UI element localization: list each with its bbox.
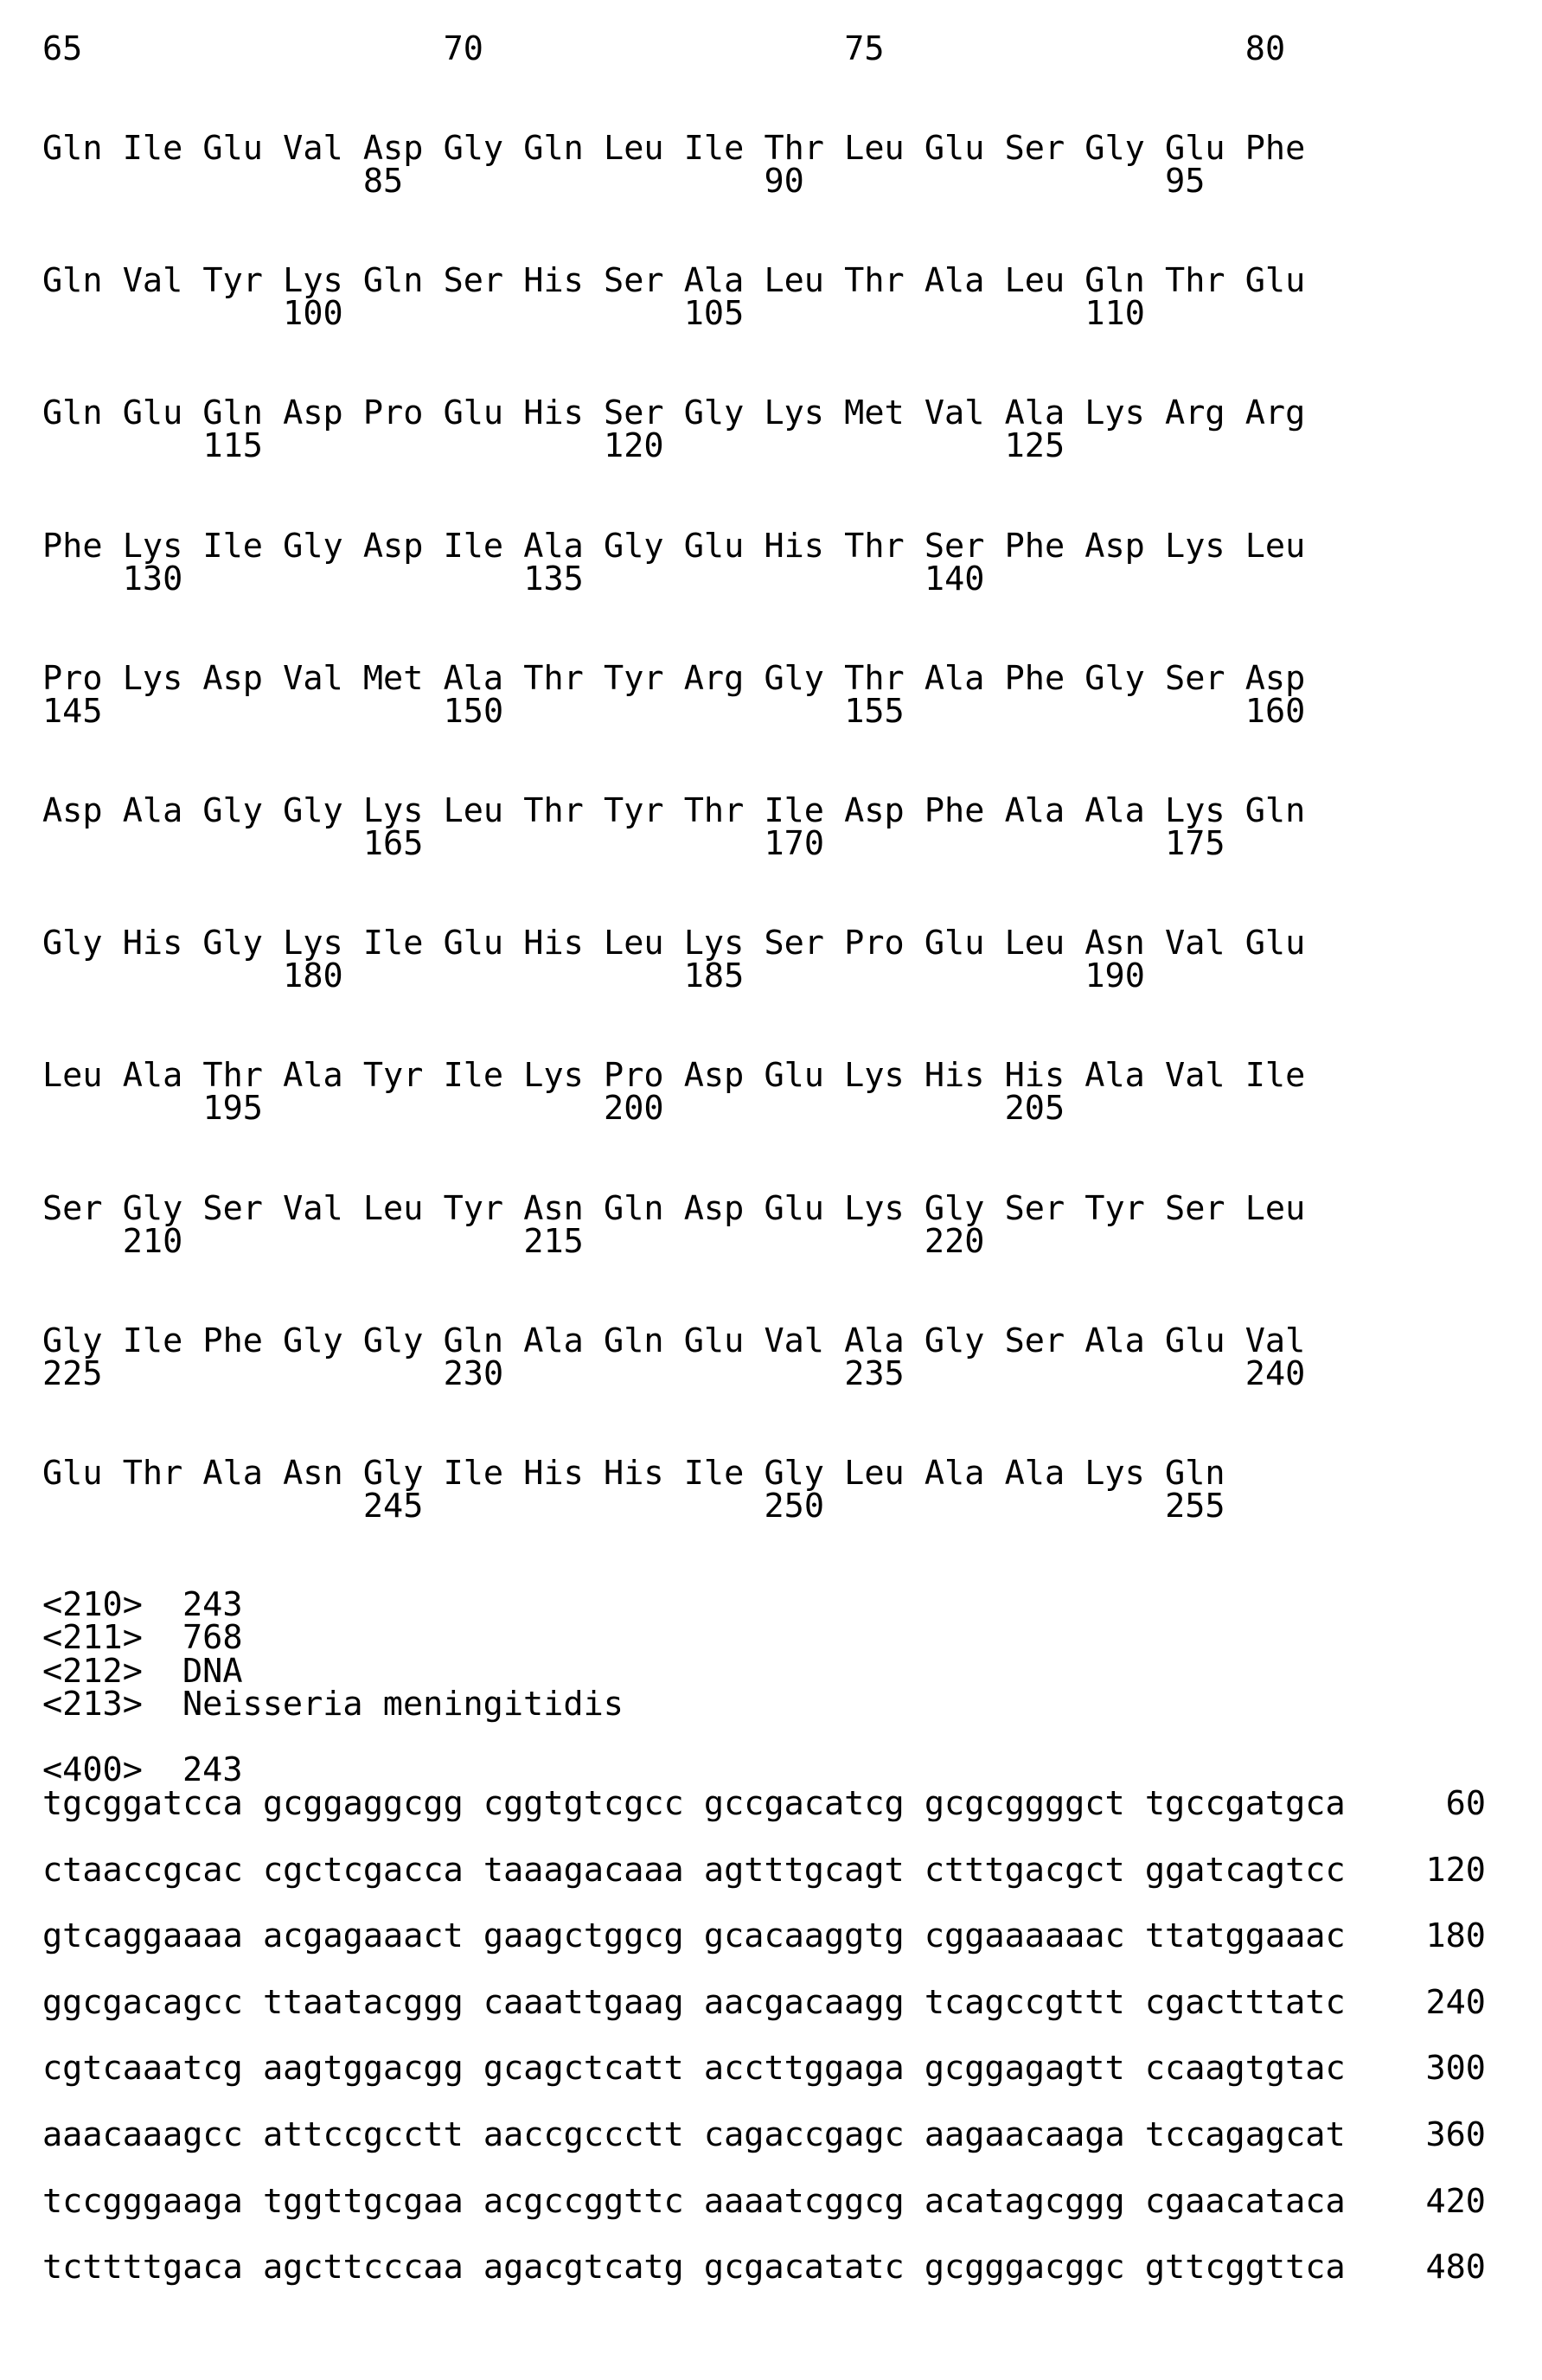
residue-row: Gly Ile Phe Gly Gly Gln Ala Gln Glu Val Ala Gly Ser Ala Glu Val <box>42 1322 1305 1360</box>
position-number: 70 <box>444 30 483 68</box>
meta-value: DNA <box>182 1653 243 1691</box>
position-number: 140 <box>925 560 985 598</box>
meta-value: 768 <box>182 1619 243 1657</box>
dna-count: 420 <box>1425 2183 1486 2221</box>
meta-tag: <211> <box>42 1619 143 1657</box>
position-number: 230 <box>444 1355 504 1393</box>
sequence-tag: <400> <box>42 1751 143 1789</box>
sequence-id: 243 <box>182 1751 243 1789</box>
position-number: 80 <box>1245 30 1285 68</box>
dna-row: aaacaaagcc attccgcctt aaccgccctt cagaccgagc aagaacaaga tccagagcat <box>42 2116 1346 2154</box>
position-number: 185 <box>684 957 745 995</box>
residue-row: Glu Thr Ala Asn Gly Ile His His Ile Gly Leu Ala Ala Lys Gln <box>42 1455 1225 1493</box>
position-number: 125 <box>1005 427 1065 465</box>
position-number: 255 <box>1165 1488 1225 1526</box>
position-number: 155 <box>844 693 905 731</box>
position-number: 200 <box>604 1090 664 1128</box>
meta-tag: <212> <box>42 1653 143 1691</box>
position-number: 180 <box>283 957 343 995</box>
dna-row: tccgggaaga tggttgcgaa acgccggttc aaaatcggcg acatagcggg cgaacataca <box>42 2183 1346 2221</box>
dna-row: ggcgacagcc ttaatacggg caaattgaag aacgacaagg tcagccgttt cgactttatc <box>42 1984 1346 2022</box>
position-number: 75 <box>844 30 884 68</box>
position-number: 215 <box>523 1223 584 1261</box>
residue-row: Asp Ala Gly Gly Lys Leu Thr Tyr Thr Ile Asp Phe Ala Ala Lys Gln <box>42 792 1305 830</box>
position-number: 100 <box>283 295 343 333</box>
dna-count: 300 <box>1425 2050 1486 2088</box>
residue-row: Gln Glu Gln Asp Pro Glu His Ser Gly Lys Met Val Ala Lys Arg Arg <box>42 394 1305 432</box>
dna-count: 120 <box>1425 1852 1486 1890</box>
position-number: 190 <box>1085 957 1145 995</box>
position-number: 90 <box>764 163 803 201</box>
position-number: 160 <box>1245 693 1306 731</box>
position-number: 150 <box>444 693 504 731</box>
residue-row: Pro Lys Asp Val Met Ala Thr Tyr Arg Gly Thr Ala Phe Gly Ser Asp <box>42 660 1305 698</box>
meta-value: Neisseria meningitidis <box>182 1686 624 1724</box>
position-number: 95 <box>1165 163 1205 201</box>
position-number: 65 <box>42 30 82 68</box>
position-number: 170 <box>764 825 824 863</box>
position-number: 130 <box>123 560 183 598</box>
position-number: 205 <box>1005 1090 1065 1128</box>
position-number: 240 <box>1245 1355 1306 1393</box>
position-number: 250 <box>764 1488 824 1526</box>
residue-row: Gln Val Tyr Lys Gln Ser His Ser Ala Leu Thr Ala Leu Gln Thr Glu <box>42 262 1305 300</box>
position-number: 175 <box>1165 825 1225 863</box>
position-number: 85 <box>363 163 403 201</box>
position-number: 245 <box>363 1488 424 1526</box>
position-number: 105 <box>684 295 745 333</box>
residue-row: Gln Ile Glu Val Asp Gly Gln Leu Ile Thr Leu Glu Ser Gly Glu Phe <box>42 130 1305 168</box>
position-number: 195 <box>202 1090 263 1128</box>
meta-tag: <213> <box>42 1686 143 1724</box>
position-number: 165 <box>363 825 424 863</box>
position-number: 115 <box>202 427 263 465</box>
dna-row: cgtcaaatcg aagtggacgg gcagctcatt accttggaga gcggagagtt ccaagtgtac <box>42 2050 1346 2088</box>
residue-row: Phe Lys Ile Gly Asp Ile Ala Gly Glu His Thr Ser Phe Asp Lys Leu <box>42 528 1305 566</box>
dna-row: tgcggatcca gcggaggcgg cggtgtcgcc gccgacatcg gcgcggggct tgccgatgca <box>42 1785 1346 1823</box>
position-number: 145 <box>42 693 103 731</box>
dna-count: 240 <box>1425 1984 1486 2022</box>
dna-row: gtcaggaaaa acgagaaact gaagctggcg gcacaaggtg cggaaaaaac ttatggaaac <box>42 1917 1346 1955</box>
position-number: 135 <box>523 560 584 598</box>
meta-value: 243 <box>182 1586 243 1624</box>
dna-row: ctaaccgcac cgctcgacca taaagacaaa agtttgcagt ctttgacgct ggatcagtcc <box>42 1852 1346 1890</box>
position-number: 220 <box>925 1223 985 1261</box>
position-number: 210 <box>123 1223 183 1261</box>
residue-row: Leu Ala Thr Ala Tyr Ile Lys Pro Asp Glu Lys His His Ala Val Ile <box>42 1057 1305 1095</box>
dna-count: 60 <box>1446 1785 1486 1823</box>
position-number: 235 <box>844 1355 905 1393</box>
residue-row: Gly His Gly Lys Ile Glu His Leu Lys Ser Pro Glu Leu Asn Val Glu <box>42 924 1305 963</box>
dna-count: 480 <box>1425 2249 1486 2287</box>
dna-count: 180 <box>1425 1917 1486 1955</box>
position-number: 225 <box>42 1355 103 1393</box>
dna-count: 360 <box>1425 2116 1486 2154</box>
residue-row: Ser Gly Ser Val Leu Tyr Asn Gln Asp Glu Lys Gly Ser Tyr Ser Leu <box>42 1190 1305 1228</box>
position-number: 110 <box>1085 295 1145 333</box>
dna-row: tcttttgaca agcttcccaa agacgtcatg gcgacatatc gcgggacggc gttcggttca <box>42 2249 1346 2287</box>
position-number: 120 <box>604 427 664 465</box>
meta-tag: <210> <box>42 1586 143 1624</box>
